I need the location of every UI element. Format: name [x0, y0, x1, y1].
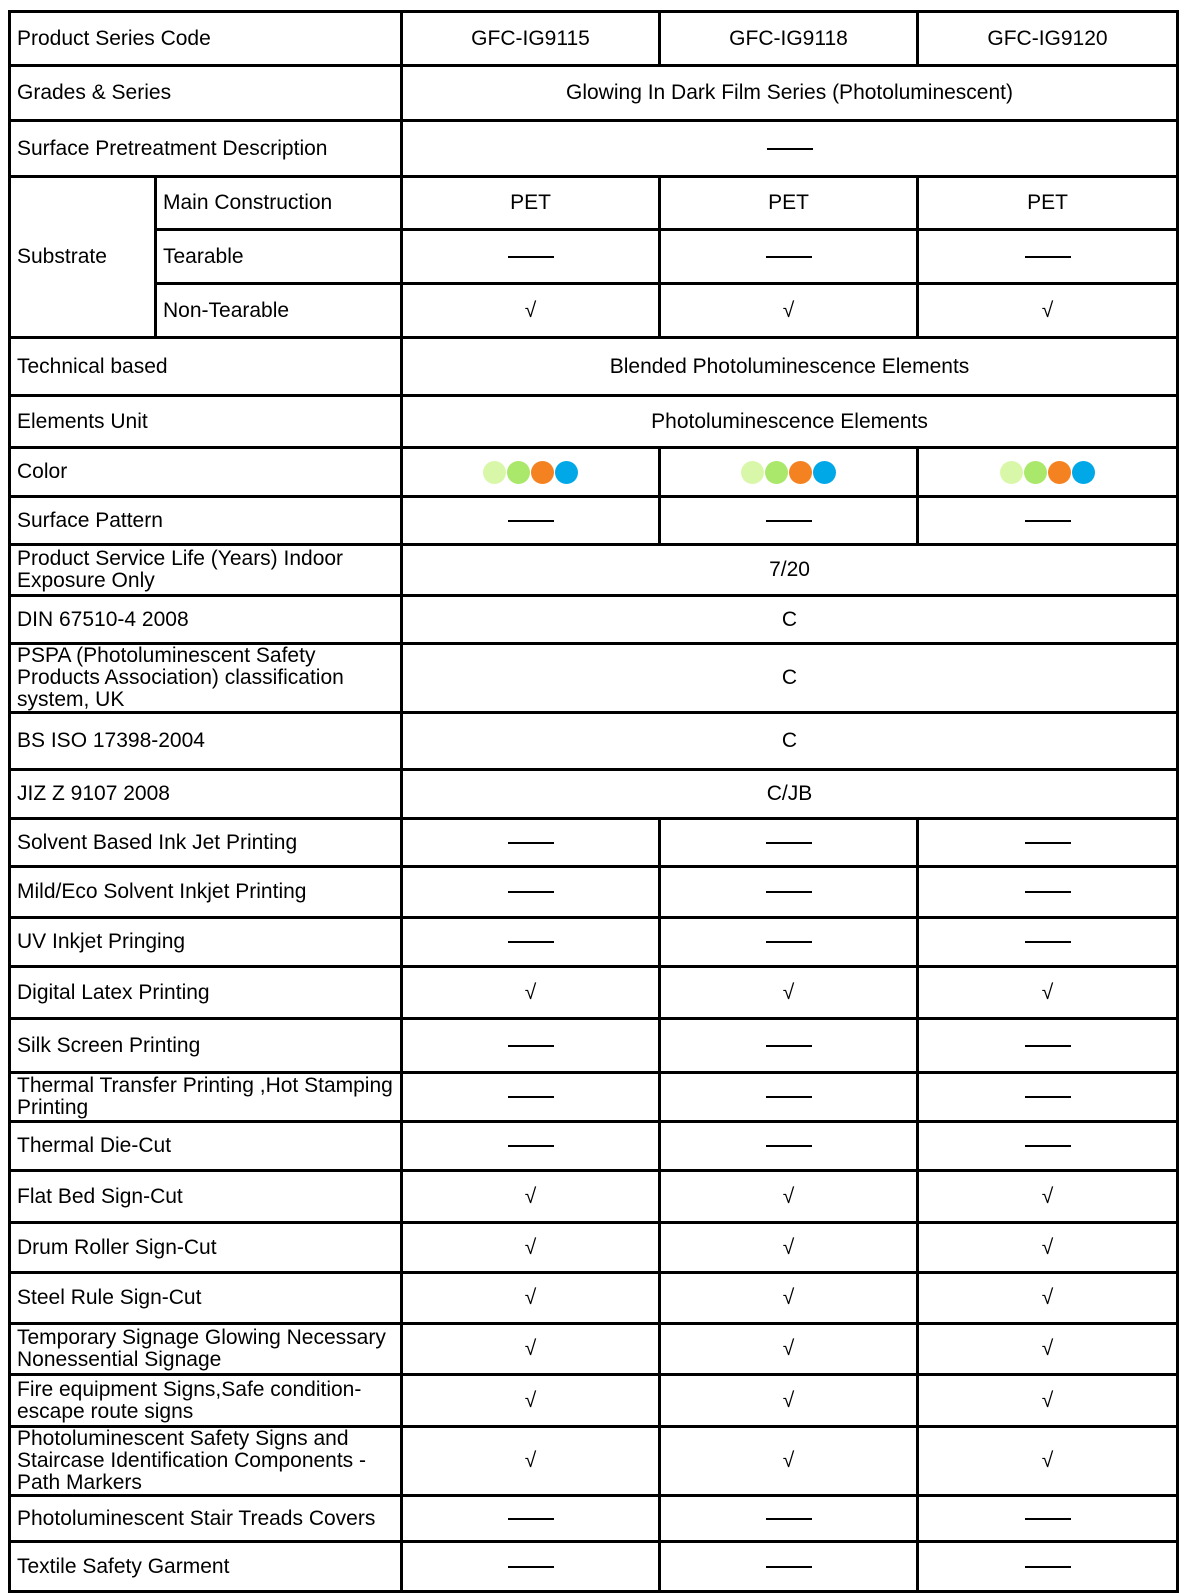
substrate-value: √ [660, 284, 918, 338]
row-value [402, 867, 660, 918]
row-value: √ [660, 1375, 918, 1427]
substrate-value: PET [402, 177, 660, 230]
row-value [918, 819, 1178, 867]
row-value: √ [660, 1171, 918, 1223]
row-value [402, 1073, 660, 1122]
color-dot [765, 461, 788, 484]
dash-mark [767, 148, 813, 150]
row-label: Photoluminescent Stair Treads Covers [10, 1496, 402, 1542]
row-value: √ [918, 1375, 1178, 1427]
row-value: √ [402, 1375, 660, 1427]
row-label: Fire equipment Signs,Safe condition-escape route signs [10, 1375, 402, 1427]
color-dot [507, 461, 530, 484]
row-value [918, 1019, 1178, 1073]
row-value [918, 1073, 1178, 1122]
application-row [10, 867, 1178, 918]
row-label: Drum Roller Sign-Cut [10, 1223, 402, 1273]
row-label: Surface Pattern [10, 497, 402, 545]
dash-mark [1025, 1045, 1071, 1047]
dash-mark [508, 520, 554, 522]
substrate-value [660, 230, 918, 284]
dash-mark [766, 1045, 812, 1047]
row-label: Product Service Life (Years) Indoor Exposure Only [10, 545, 402, 596]
dash-mark [508, 1145, 554, 1147]
row-value [402, 1496, 660, 1542]
row-value [402, 121, 1178, 177]
color-swatches [918, 448, 1178, 497]
substrate-value [402, 230, 660, 284]
dash-mark [766, 256, 812, 258]
row-value: √ [918, 967, 1178, 1019]
dash-mark [766, 1518, 812, 1520]
row-label: Thermal Transfer Printing ,Hot Stamping Printing [10, 1073, 402, 1122]
application-row [10, 1019, 1178, 1073]
color-dot [531, 461, 554, 484]
product-code: GFC-IG9115 [402, 12, 660, 66]
application-row [10, 1273, 1178, 1324]
row-value: C [402, 644, 1178, 713]
row-value [918, 867, 1178, 918]
application-row [10, 1324, 1178, 1375]
row-value: √ [402, 1223, 660, 1273]
color-dot [741, 461, 764, 484]
substrate-value [918, 230, 1178, 284]
substrate-value: PET [918, 177, 1178, 230]
row-value [402, 497, 660, 545]
dash-mark [1025, 1518, 1071, 1520]
product-code: GFC-IG9118 [660, 12, 918, 66]
dash-mark [766, 1096, 812, 1098]
row-value: √ [918, 1427, 1178, 1496]
application-row [10, 1542, 1178, 1592]
row-label: DIN 67510-4 2008 [10, 596, 402, 644]
dash-mark [508, 256, 554, 258]
application-row [10, 967, 1178, 1019]
row-value [918, 918, 1178, 967]
pattern-row [10, 497, 1178, 545]
row-label: Surface Pretreatment Description [10, 121, 402, 177]
row-value [660, 867, 918, 918]
color-dot [1072, 461, 1095, 484]
application-row [10, 918, 1178, 967]
spec-row [10, 338, 1178, 396]
dash-mark [508, 891, 554, 893]
product-code: GFC-IG9120 [918, 12, 1178, 66]
color-dot [1024, 461, 1047, 484]
header-row [10, 12, 1178, 66]
substrate-sub-label: Non-Tearable [156, 284, 402, 338]
row-value: √ [660, 1324, 918, 1375]
dash-mark [1025, 891, 1071, 893]
application-row [10, 1496, 1178, 1542]
row-value [660, 1073, 918, 1122]
row-value [918, 1122, 1178, 1171]
color-dot [483, 461, 506, 484]
row-value: C/JB [402, 770, 1178, 819]
row-value [918, 1542, 1178, 1592]
application-row [10, 1375, 1178, 1427]
dash-mark [508, 1045, 554, 1047]
row-label: Steel Rule Sign-Cut [10, 1273, 402, 1324]
row-label: Solvent Based Ink Jet Printing [10, 819, 402, 867]
color-dot [1000, 461, 1023, 484]
row-label: Digital Latex Printing [10, 967, 402, 1019]
dash-mark [766, 842, 812, 844]
row-label: Grades & Series [10, 66, 402, 121]
row-value [402, 918, 660, 967]
dash-mark [1025, 941, 1071, 943]
dash-mark [508, 842, 554, 844]
dash-mark [766, 1566, 812, 1568]
standard-row [10, 770, 1178, 819]
substrate-sub-label: Tearable [156, 230, 402, 284]
dash-mark [766, 891, 812, 893]
row-value [918, 1496, 1178, 1542]
color-dot [555, 461, 578, 484]
spec-table-body [10, 12, 1178, 1592]
row-value: C [402, 713, 1178, 770]
dash-mark [1025, 1145, 1071, 1147]
row-value [660, 918, 918, 967]
color-dot [813, 461, 836, 484]
row-value: √ [660, 1427, 918, 1496]
row-value: √ [660, 1273, 918, 1324]
row-value: √ [402, 1171, 660, 1223]
row-value: √ [660, 1223, 918, 1273]
substrate-value: PET [660, 177, 918, 230]
row-label: Elements Unit [10, 396, 402, 448]
color-dot-group [483, 461, 578, 484]
row-value: √ [918, 1171, 1178, 1223]
row-value [402, 1542, 660, 1592]
substrate-row [10, 284, 1178, 338]
row-label: Flat Bed Sign-Cut [10, 1171, 402, 1223]
spec-row [10, 396, 1178, 448]
row-label: Temporary Signage Glowing Necessary Nonessential Signage [10, 1324, 402, 1375]
color-row [10, 448, 1178, 497]
row-value [660, 1019, 918, 1073]
row-value: √ [402, 967, 660, 1019]
color-dot [1048, 461, 1071, 484]
row-value: √ [402, 1273, 660, 1324]
substrate-row [10, 230, 1178, 284]
row-label: PSPA (Photoluminescent Safety Products Association) classification system, UK [10, 644, 402, 713]
dash-mark [1025, 842, 1071, 844]
substrate-label: Substrate [10, 177, 156, 338]
standard-row [10, 596, 1178, 644]
row-value [660, 1542, 918, 1592]
dash-mark [1025, 256, 1071, 258]
spec-table [8, 10, 1179, 1593]
row-label: BS ISO 17398-2004 [10, 713, 402, 770]
application-row [10, 1427, 1178, 1496]
row-value [918, 497, 1178, 545]
row-label: Thermal Die-Cut [10, 1122, 402, 1171]
row-value [402, 1019, 660, 1073]
substrate-row [10, 177, 1178, 230]
dash-mark [508, 1566, 554, 1568]
color-swatches [660, 448, 918, 497]
row-label: Mild/Eco Solvent Inkjet Printing [10, 867, 402, 918]
row-value [660, 1122, 918, 1171]
row-value [660, 819, 918, 867]
dash-mark [1025, 1566, 1071, 1568]
row-label: Technical based [10, 338, 402, 396]
row-value: √ [660, 967, 918, 1019]
row-value: √ [402, 1427, 660, 1496]
row-value: Blended Photoluminescence Elements [402, 338, 1178, 396]
row-label: JIZ Z 9107 2008 [10, 770, 402, 819]
dash-mark [508, 941, 554, 943]
application-row [10, 1223, 1178, 1273]
row-label: UV Inkjet Pringing [10, 918, 402, 967]
color-dot-group [741, 461, 836, 484]
color-swatches [402, 448, 660, 497]
application-row [10, 1073, 1178, 1122]
row-value: C [402, 596, 1178, 644]
dash-mark [1025, 1096, 1071, 1098]
row-value: Glowing In Dark Film Series (Photoluminescent) [402, 66, 1178, 121]
row-value [660, 497, 918, 545]
row-value: 7/20 [402, 545, 1178, 596]
dash-mark [766, 941, 812, 943]
application-row [10, 819, 1178, 867]
dash-mark [508, 1518, 554, 1520]
dash-mark [508, 1096, 554, 1098]
row-label: Silk Screen Printing [10, 1019, 402, 1073]
row-value: Photoluminescence Elements [402, 396, 1178, 448]
application-row [10, 1171, 1178, 1223]
standard-row [10, 713, 1178, 770]
row-value [660, 1496, 918, 1542]
substrate-value: √ [918, 284, 1178, 338]
standard-row [10, 644, 1178, 713]
row-value: √ [918, 1273, 1178, 1324]
dash-mark [766, 1145, 812, 1147]
substrate-value: √ [402, 284, 660, 338]
substrate-sub-label: Main Construction [156, 177, 402, 230]
row-value: √ [918, 1223, 1178, 1273]
dash-mark [766, 520, 812, 522]
row-value [402, 819, 660, 867]
header-label: Product Series Code [10, 12, 402, 66]
row-value: √ [918, 1324, 1178, 1375]
color-dot-group [1000, 461, 1095, 484]
spec-row [10, 66, 1178, 121]
row-label: Textile Safety Garment [10, 1542, 402, 1592]
color-dot [789, 461, 812, 484]
color-label: Color [10, 448, 402, 497]
row-value: √ [402, 1324, 660, 1375]
dash-mark [1025, 520, 1071, 522]
application-row [10, 1122, 1178, 1171]
standard-row [10, 545, 1178, 596]
row-value [402, 1122, 660, 1171]
spec-row [10, 121, 1178, 177]
row-label: Photoluminescent Safety Signs and Staircase Identification Components - Path Markers [10, 1427, 402, 1496]
